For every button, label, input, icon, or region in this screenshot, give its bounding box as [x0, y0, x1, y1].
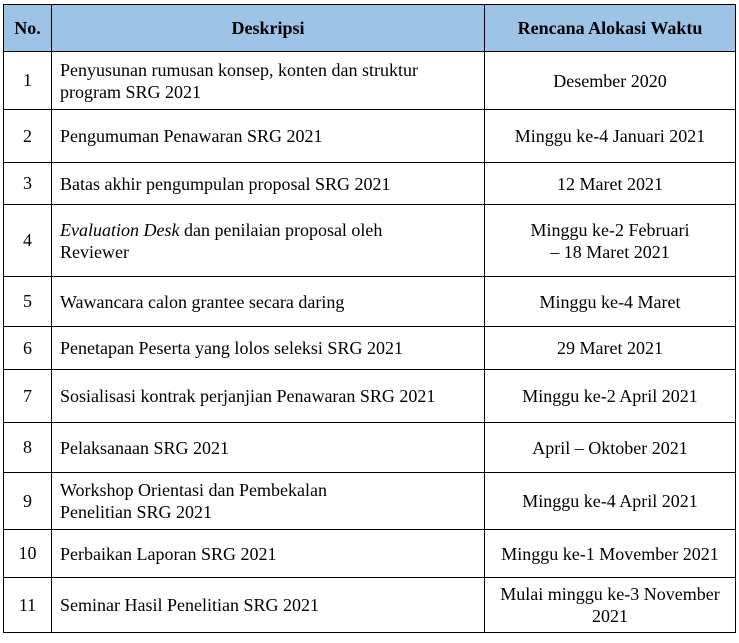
row-time: April – Oktober 2021 [532, 437, 688, 458]
header-description: Deskripsi [52, 5, 485, 51]
table-row [4, 529, 735, 577]
row-number: 4 [4, 205, 52, 276]
row-number: 11 [4, 578, 52, 632]
row-description [52, 205, 485, 276]
row-description: Pengumuman Penawaran SRG 2021 [52, 110, 485, 162]
row-time: Minggu ke-1 Movember 2021 [501, 543, 719, 564]
row-number: 2 [4, 110, 52, 162]
table-row [4, 577, 735, 632]
row-description-italic: Evaluation Desk [60, 219, 180, 240]
row-time: 29 Maret 2021 [557, 338, 663, 358]
table-row [4, 162, 735, 204]
row-time: Minggu ke-4 Januari 2021 [514, 126, 706, 146]
row-time: Desember 2020 [553, 70, 667, 91]
row-number: 6 [4, 327, 52, 369]
table-row [4, 369, 735, 422]
schedule-table [3, 4, 736, 633]
row-description: Penyusunan rumusan konsep, konten dan struktur program SRG 2021 [52, 52, 485, 109]
row-number: 5 [4, 277, 52, 326]
row-time: 12 Maret 2021 [557, 173, 663, 194]
table-row [4, 276, 735, 326]
row-number: 8 [4, 423, 52, 472]
row-number: 3 [4, 163, 52, 204]
row-time: Minggu ke-2 Februari – 18 Maret 2021 [530, 219, 690, 262]
table-row [4, 109, 735, 162]
table-row [4, 472, 735, 529]
row-description: Perbaikan Laporan SRG 2021 [52, 530, 485, 577]
row-number: 7 [4, 370, 52, 422]
row-time: Minggu ke-2 April 2021 [522, 386, 698, 406]
row-number: 1 [4, 52, 52, 109]
row-time: Minggu ke-4 April 2021 [522, 491, 698, 511]
table-row [4, 204, 735, 276]
row-description: Workshop Orientasi dan Pembekalan Penelitian SRG 2021 [52, 473, 485, 529]
row-time: Minggu ke-4 Maret [539, 291, 681, 312]
row-description-rest: dan penilaian proposal oleh Reviewer [60, 219, 383, 262]
table-header [4, 5, 735, 51]
row-description: Pelaksanaan SRG 2021 [52, 423, 485, 472]
row-description: Sosialisasi kontrak perjanjian Penawaran SRG 2021 [52, 370, 485, 422]
row-description: Batas akhir pengumpulan proposal SRG 2021 [52, 163, 485, 204]
row-description: Seminar Hasil Penelitian SRG 2021 [52, 578, 485, 632]
table-row [4, 422, 735, 472]
header-no: No. [4, 5, 52, 51]
row-number: 9 [4, 473, 52, 529]
row-description: Wawancara calon grantee secara daring [52, 277, 485, 326]
table-row [4, 326, 735, 369]
row-description: Penetapan Peserta yang lolos seleksi SRG 2021 [52, 327, 485, 369]
row-time: Mulai minggu ke-3 November 2021 [500, 584, 720, 626]
row-number: 10 [4, 530, 52, 577]
table-row [4, 51, 735, 109]
header-time-allocation: Rencana Alokasi Waktu [517, 18, 703, 38]
